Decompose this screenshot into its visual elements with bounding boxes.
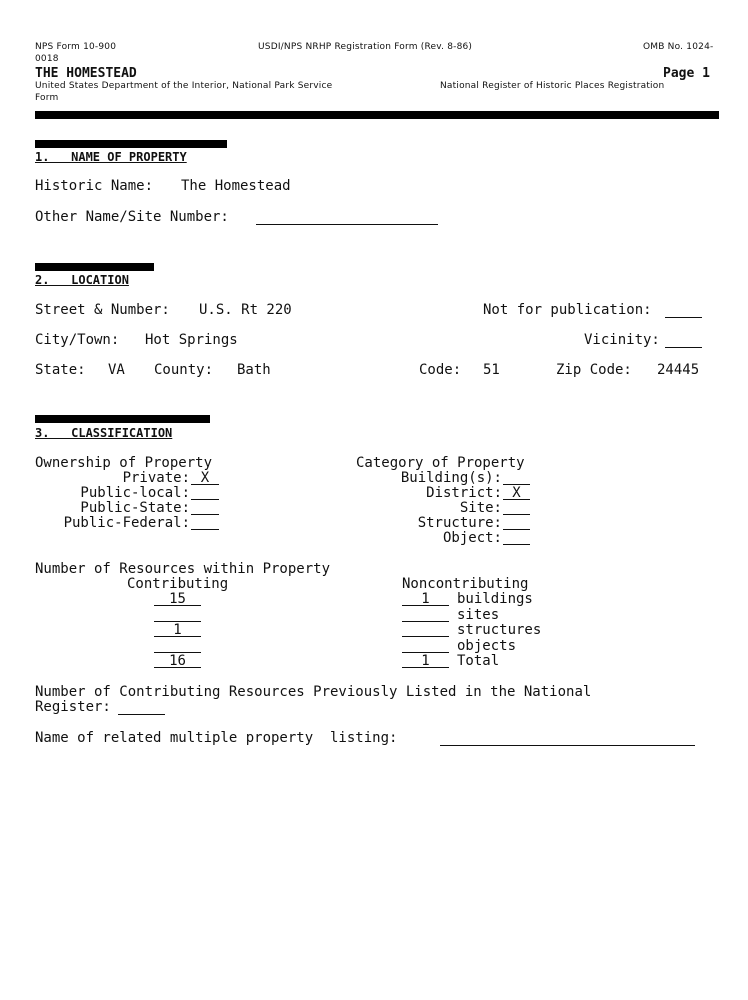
code-value: 51: [483, 362, 500, 378]
category-object-label: Object:: [442, 530, 502, 546]
section-2-bar: [35, 263, 154, 271]
multiple-listing-field: [440, 745, 695, 746]
state-label: State:: [35, 362, 86, 378]
noncontributing-buildings: 1: [402, 592, 449, 606]
noncontributing-sites: [402, 608, 449, 622]
not-for-publication-field: [665, 317, 702, 318]
ownership-public-state-mark: [191, 501, 219, 515]
category-district-label: District:: [426, 485, 502, 501]
form-number: NPS Form 10-900: [35, 42, 117, 52]
category-district-mark: X: [503, 486, 530, 500]
page-number: Page 1: [663, 66, 710, 81]
contributing-total: 16: [154, 654, 201, 668]
county-value: Bath: [237, 362, 271, 378]
section-2-title: 2. LOCATION: [35, 273, 129, 287]
ownership-private-label: Private:: [122, 470, 190, 486]
form-number-cont: 0018: [35, 54, 59, 64]
category-label: Category of Property: [356, 455, 525, 471]
previously-listed-label: Number of Contributing Resources Previously Listed in the National: [35, 684, 592, 700]
contributing-structures: 1: [154, 623, 201, 637]
noncontributing-total: 1: [402, 654, 449, 668]
agency-line-cont: Form: [35, 93, 59, 103]
category-object-mark: [503, 531, 530, 545]
agency-line: United States Department of the Interior, National Park Service: [35, 81, 333, 91]
category-site-label: Site:: [459, 500, 502, 516]
noncontributing-structures: [402, 623, 449, 637]
section-1-title: 1. NAME OF PROPERTY: [35, 150, 187, 164]
historic-name-label: Historic Name:: [35, 178, 154, 194]
section-3-title: 3. CLASSIFICATION: [35, 426, 173, 440]
category-structure-mark: [503, 516, 530, 530]
noncontributing-header: Noncontributing: [402, 576, 529, 592]
category-structure-label: Structure:: [417, 515, 502, 531]
ownership-public-local-label: Public-local:: [80, 485, 190, 501]
resource-type-total: Total: [457, 653, 500, 669]
property-heading: THE HOMESTEAD: [35, 66, 137, 81]
register-line: National Register of Historic Places Registration: [440, 81, 665, 91]
contributing-sites: [154, 608, 201, 622]
contributing-objects: [154, 639, 201, 653]
zip-value: 24445: [657, 362, 700, 378]
zip-label: Zip Code:: [556, 362, 632, 378]
multiple-listing-label: Name of related multiple property listing:: [35, 730, 398, 746]
ownership-public-federal-mark: [191, 516, 219, 530]
section-3-bar: [35, 415, 210, 423]
historic-name-value: The Homestead: [181, 178, 291, 194]
city-value: Hot Springs: [145, 332, 238, 348]
street-value: U.S. Rt 220: [199, 302, 292, 318]
previously-listed-label-cont: Register:: [35, 699, 111, 715]
section-1-bar: [35, 140, 227, 148]
ownership-label: Ownership of Property: [35, 455, 213, 471]
noncontributing-objects: [402, 639, 449, 653]
form-title: USDI/NPS NRHP Registration Form (Rev. 8-86): [258, 42, 473, 52]
resource-type-sites: sites: [457, 607, 500, 623]
category-site-mark: [503, 501, 530, 515]
vicinity-field: [665, 347, 702, 348]
vicinity-label: Vicinity:: [584, 332, 660, 348]
contributing-header: Contributing: [127, 576, 229, 592]
previously-listed-field: [118, 714, 165, 715]
not-for-publication-label: Not for publication:: [483, 302, 652, 318]
city-label: City/Town:: [35, 332, 120, 348]
other-name-label: Other Name/Site Number:: [35, 209, 229, 225]
resource-type-structures: structures: [457, 622, 542, 638]
header-rule: [35, 111, 719, 119]
street-label: Street & Number:: [35, 302, 170, 318]
code-label: Code:: [419, 362, 462, 378]
contributing-buildings: 15: [154, 592, 201, 606]
resource-type-objects: objects: [457, 638, 517, 654]
category-buildings-mark: [503, 471, 530, 485]
resources-label: Number of Resources within Property: [35, 561, 331, 577]
other-name-field: [256, 224, 438, 225]
ownership-public-state-label: Public-State:: [80, 500, 190, 516]
resource-type-buildings: buildings: [457, 591, 533, 607]
ownership-public-local-mark: [191, 486, 219, 500]
category-buildings-label: Building(s):: [400, 470, 502, 486]
county-label: County:: [154, 362, 214, 378]
omb-number: OMB No. 1024-: [643, 42, 714, 52]
ownership-private-mark: X: [191, 471, 219, 485]
state-value: VA: [108, 362, 125, 378]
ownership-public-federal-label: Public-Federal:: [63, 515, 190, 531]
